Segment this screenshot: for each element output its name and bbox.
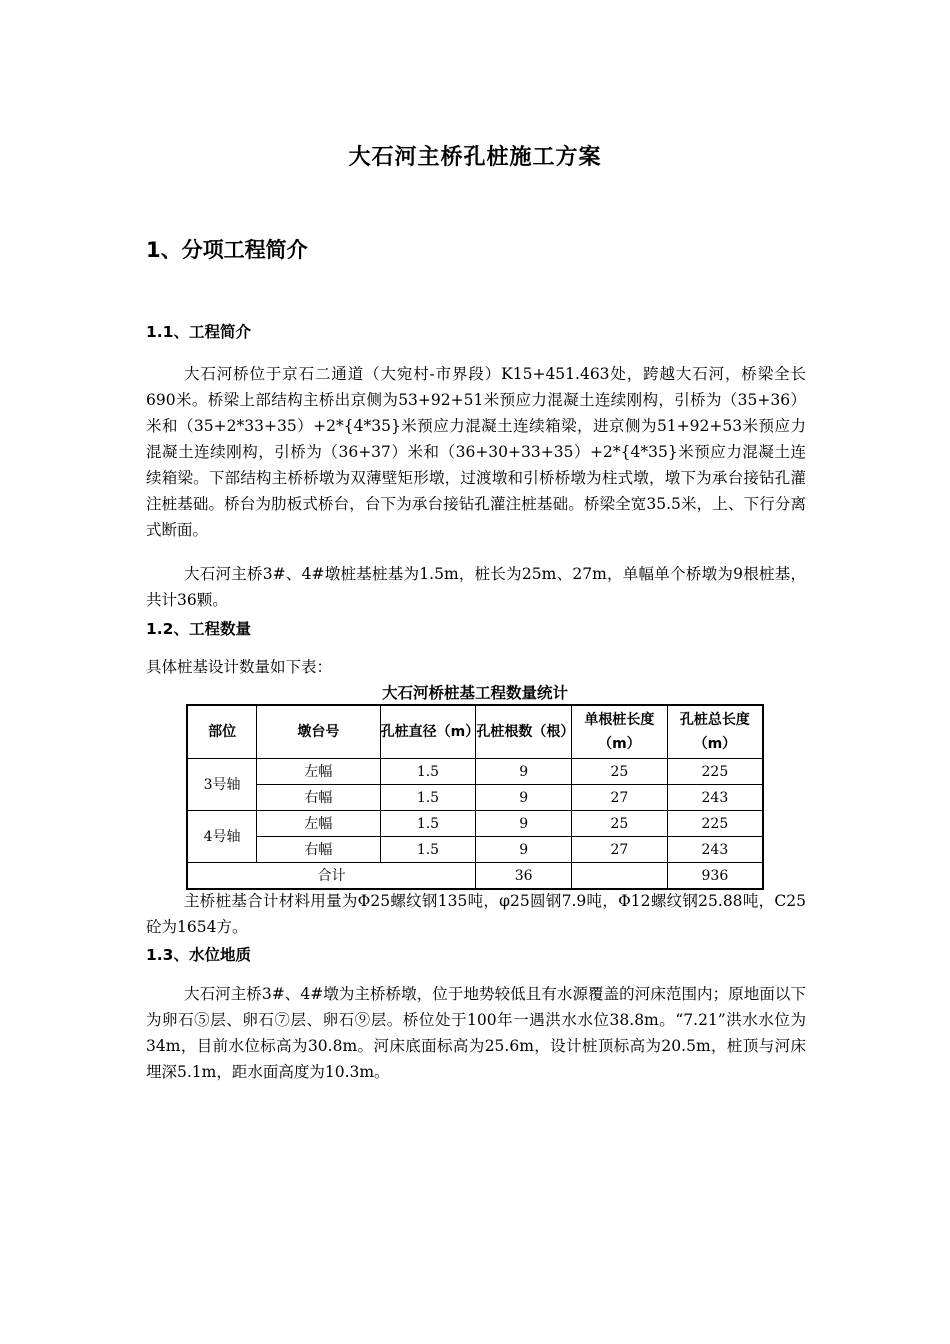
paragraph-project-overview: 大石河桥位于京石二通道（大宛村-市界段）K15+451.463处，跨越大石河，桥梁全长690米。桥梁上部结构主桥出京侧为53+92+51米预应力混凝土连续刚构，引桥为（35+36）米和（35+2*33+35）+2*{4*35}米预应力混凝土连续箱梁，进京侧为51+92+53米预应力混凝土连续刚构，引桥为（36+37）米和（36+30+33+35）+2*{4*35}米预应力混凝土连续箱梁。下部结构主桥桥墩为双薄壁矩形墩，过渡墩和引桥桥墩为柱式墩，墩下为承台接钻孔灌注桩基础。桥台为肋板式桥台，台下为承台接钻孔灌注桩基础。桥梁全宽35.5米，上、下行分离式断面。 <box>146 365 806 539</box>
header-cell: 墩台号 <box>257 705 380 759</box>
paragraph-pile-summary: 大石河主桥3#、4#墩桩基桩基为1.5m，桩长为25m、27m，单幅单个桥墩为9根桩基，共计36颗。 <box>146 565 806 609</box>
table-cell: 1.5 <box>380 785 476 811</box>
total-label-cell: 合计 <box>187 863 476 890</box>
paragraph-table-intro: 具体桩基设计数量如下表： <box>146 658 333 676</box>
document-title: 大石河主桥孔桩施工方案 <box>348 145 602 170</box>
table-caption: 大石河桥桩基工程数量统计 <box>381 684 568 702</box>
table-cell: 27 <box>572 837 668 863</box>
total-length-cell <box>572 863 668 890</box>
table-total-row <box>187 863 763 890</box>
table-cell: 9 <box>476 785 572 811</box>
table-cell: 左幅 <box>257 759 380 785</box>
axis-cell: 4号轴 <box>187 811 257 863</box>
table-row <box>187 811 763 837</box>
table-cell: 9 <box>476 837 572 863</box>
paragraph-materials: 主桥桩基合计材料用量为Φ25螺纹钢135吨，φ25圆钢7.9吨，Φ12螺纹钢25.88吨，C25砼为1654方。 <box>146 892 806 936</box>
table-row <box>187 785 763 811</box>
table-cell: 9 <box>476 811 572 837</box>
table-cell: 27 <box>572 785 668 811</box>
table-cell: 右幅 <box>257 837 380 863</box>
subsection-heading-1-2: 1.2、工程数量 <box>146 620 251 638</box>
table-cell: 25 <box>572 759 668 785</box>
header-cell: 孔桩总长度（m） <box>667 705 763 759</box>
subsection-heading-1-1: 1.1、工程简介 <box>146 323 251 341</box>
total-sum-cell: 936 <box>667 863 763 890</box>
table-cell: 243 <box>667 837 763 863</box>
table-cell: 9 <box>476 759 572 785</box>
table-cell: 1.5 <box>380 811 476 837</box>
table-cell: 25 <box>572 811 668 837</box>
table-cell: 1.5 <box>380 837 476 863</box>
header-cell: 单根桩长度（m） <box>572 705 668 759</box>
paragraph-water-geology: 大石河主桥3#、4#墩为主桥桥墩，位于地势较低且有水源覆盖的河床范围内；原地面以下为卵石⑤层、卵石⑦层、卵石⑨层。桥位处于100年一遇洪水水位38.8m。“7.21”洪水水位为34m，目前水位标高为30.8m。河床底面标高为25.6m，设计桩顶标高为20.5m，桩顶与河床埋深5.1m，距水面高度为10.3m。 <box>146 985 806 1081</box>
table-row <box>187 759 763 785</box>
table-cell: 1.5 <box>380 759 476 785</box>
table-header-row <box>187 705 763 759</box>
total-count-cell: 36 <box>476 863 572 890</box>
table-cell: 225 <box>667 811 763 837</box>
table-cell: 右幅 <box>257 785 380 811</box>
header-cell: 部位 <box>187 705 257 759</box>
section-heading-1: 1、分项工程简介 <box>146 238 308 262</box>
header-cell: 孔桩根数（根） <box>476 705 572 759</box>
table-cell: 243 <box>667 785 763 811</box>
subsection-heading-1-3: 1.3、水位地质 <box>146 946 251 964</box>
header-cell: 孔桩直径（m） <box>380 705 476 759</box>
pile-quantity-table <box>186 704 764 890</box>
table-row <box>187 837 763 863</box>
table-cell: 左幅 <box>257 811 380 837</box>
table-cell: 225 <box>667 759 763 785</box>
axis-cell: 3号轴 <box>187 759 257 811</box>
